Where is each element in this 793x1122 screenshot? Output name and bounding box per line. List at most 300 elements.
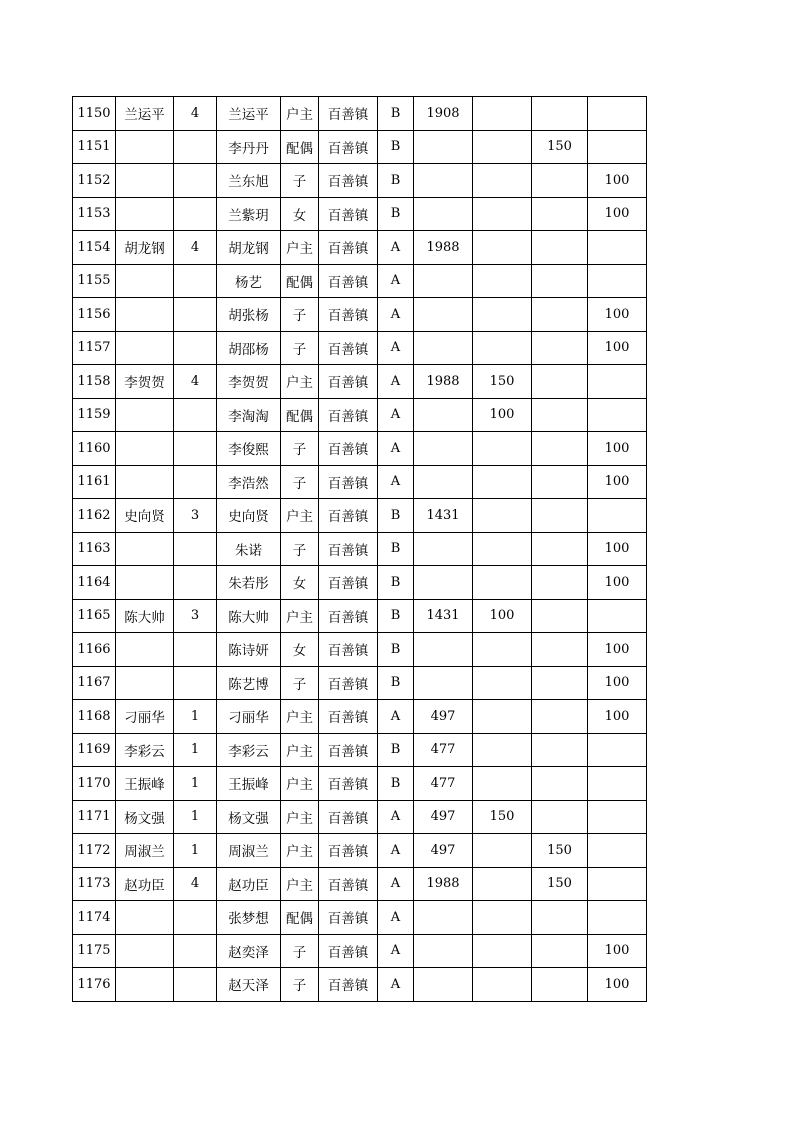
table-row (73, 197, 647, 231)
cell-town: 百善镇 (319, 968, 378, 1002)
cell-category: B (378, 599, 414, 633)
cell-amount-d: 100 (588, 465, 647, 499)
cell-amount-c (532, 331, 588, 365)
cell-relation: 子 (281, 164, 319, 198)
cell-member-name: 李丹丹 (217, 130, 281, 164)
cell-member-name: 兰运平 (217, 97, 281, 131)
cell-household-size (174, 465, 217, 499)
cell-relation: 户主 (281, 834, 319, 868)
table-row (73, 331, 647, 365)
cell-amount-b (473, 97, 532, 131)
cell-household-head (116, 934, 174, 968)
cell-row-number: 1175 (73, 934, 116, 968)
cell-amount-b (473, 901, 532, 935)
cell-household-head: 王振峰 (116, 767, 174, 801)
table-row (73, 633, 647, 667)
cell-household-head (116, 666, 174, 700)
cell-amount-d: 100 (588, 700, 647, 734)
cell-member-name: 朱诺 (217, 532, 281, 566)
cell-amount-a: 1988 (414, 867, 473, 901)
cell-household-head: 赵功臣 (116, 867, 174, 901)
table-row (73, 599, 647, 633)
cell-town: 百善镇 (319, 599, 378, 633)
cell-category: B (378, 633, 414, 667)
cell-town: 百善镇 (319, 901, 378, 935)
cell-amount-d (588, 733, 647, 767)
cell-amount-c (532, 767, 588, 801)
cell-household-head: 胡龙钢 (116, 231, 174, 265)
cell-member-name: 史向贤 (217, 499, 281, 533)
cell-amount-d: 100 (588, 331, 647, 365)
cell-category: B (378, 197, 414, 231)
cell-amount-c (532, 968, 588, 1002)
cell-town: 百善镇 (319, 700, 378, 734)
cell-row-number: 1172 (73, 834, 116, 868)
cell-household-size (174, 197, 217, 231)
cell-town: 百善镇 (319, 934, 378, 968)
cell-relation: 户主 (281, 365, 319, 399)
table-row (73, 566, 647, 600)
cell-category: B (378, 666, 414, 700)
cell-relation: 户主 (281, 733, 319, 767)
cell-amount-d (588, 867, 647, 901)
cell-category: B (378, 733, 414, 767)
cell-category: B (378, 767, 414, 801)
cell-relation: 女 (281, 566, 319, 600)
cell-amount-b (473, 264, 532, 298)
cell-amount-d (588, 97, 647, 131)
cell-household-head: 兰运平 (116, 97, 174, 131)
cell-amount-a: 477 (414, 767, 473, 801)
cell-row-number: 1158 (73, 365, 116, 399)
cell-household-head (116, 566, 174, 600)
cell-amount-c (532, 432, 588, 466)
cell-amount-b: 100 (473, 398, 532, 432)
cell-amount-a (414, 532, 473, 566)
cell-amount-c (532, 934, 588, 968)
cell-amount-b (473, 197, 532, 231)
cell-amount-d (588, 130, 647, 164)
cell-household-head: 杨文强 (116, 800, 174, 834)
cell-amount-b (473, 465, 532, 499)
cell-amount-d: 100 (588, 934, 647, 968)
cell-amount-b (473, 566, 532, 600)
cell-relation: 户主 (281, 599, 319, 633)
cell-household-head (116, 532, 174, 566)
cell-town: 百善镇 (319, 532, 378, 566)
table-row (73, 767, 647, 801)
cell-household-size (174, 264, 217, 298)
cell-amount-a (414, 666, 473, 700)
cell-row-number: 1167 (73, 666, 116, 700)
table-body (73, 97, 647, 1002)
cell-amount-a (414, 331, 473, 365)
table-row (73, 532, 647, 566)
cell-household-size (174, 298, 217, 332)
cell-amount-b (473, 867, 532, 901)
cell-member-name: 陈诗妍 (217, 633, 281, 667)
cell-town: 百善镇 (319, 465, 378, 499)
table-row (73, 298, 647, 332)
cell-household-size (174, 666, 217, 700)
cell-household-head (116, 901, 174, 935)
cell-amount-a: 497 (414, 834, 473, 868)
cell-row-number: 1168 (73, 700, 116, 734)
cell-member-name: 兰紫玥 (217, 197, 281, 231)
cell-household-size: 4 (174, 867, 217, 901)
cell-amount-b: 150 (473, 800, 532, 834)
cell-amount-d (588, 834, 647, 868)
cell-row-number: 1156 (73, 298, 116, 332)
cell-amount-d (588, 901, 647, 935)
cell-household-size (174, 331, 217, 365)
household-table (72, 96, 647, 1002)
cell-amount-c (532, 164, 588, 198)
cell-amount-a (414, 432, 473, 466)
cell-amount-a (414, 164, 473, 198)
cell-amount-d: 100 (588, 968, 647, 1002)
cell-member-name: 杨文强 (217, 800, 281, 834)
cell-category: A (378, 934, 414, 968)
cell-household-head: 史向贤 (116, 499, 174, 533)
table-row (73, 231, 647, 265)
table-row (73, 700, 647, 734)
cell-amount-b (473, 834, 532, 868)
cell-amount-a: 497 (414, 700, 473, 734)
cell-household-head (116, 264, 174, 298)
cell-town: 百善镇 (319, 231, 378, 265)
cell-amount-c (532, 264, 588, 298)
cell-row-number: 1150 (73, 97, 116, 131)
cell-household-head (116, 331, 174, 365)
cell-amount-b (473, 700, 532, 734)
cell-member-name: 张梦想 (217, 901, 281, 935)
cell-row-number: 1161 (73, 465, 116, 499)
cell-amount-b (473, 934, 532, 968)
cell-amount-c (532, 599, 588, 633)
cell-member-name: 赵奕泽 (217, 934, 281, 968)
cell-amount-b (473, 499, 532, 533)
cell-household-head: 周淑兰 (116, 834, 174, 868)
cell-household-size: 1 (174, 767, 217, 801)
cell-town: 百善镇 (319, 331, 378, 365)
cell-category: A (378, 264, 414, 298)
cell-household-head (116, 164, 174, 198)
cell-town: 百善镇 (319, 197, 378, 231)
cell-member-name: 李淘淘 (217, 398, 281, 432)
table-row (73, 398, 647, 432)
cell-amount-c (532, 666, 588, 700)
cell-amount-c (532, 231, 588, 265)
cell-town: 百善镇 (319, 834, 378, 868)
cell-row-number: 1152 (73, 164, 116, 198)
cell-row-number: 1173 (73, 867, 116, 901)
cell-household-size: 3 (174, 499, 217, 533)
cell-amount-b (473, 733, 532, 767)
cell-amount-b (473, 298, 532, 332)
cell-household-size (174, 164, 217, 198)
table-row (73, 130, 647, 164)
cell-household-head: 陈大帅 (116, 599, 174, 633)
cell-household-size: 1 (174, 700, 217, 734)
cell-row-number: 1176 (73, 968, 116, 1002)
cell-amount-a (414, 264, 473, 298)
cell-row-number: 1162 (73, 499, 116, 533)
cell-household-head: 李彩云 (116, 733, 174, 767)
cell-row-number: 1170 (73, 767, 116, 801)
cell-relation: 户主 (281, 231, 319, 265)
table-row (73, 733, 647, 767)
cell-household-head (116, 130, 174, 164)
cell-household-size (174, 901, 217, 935)
cell-amount-c (532, 298, 588, 332)
cell-amount-d: 100 (588, 566, 647, 600)
cell-amount-d: 100 (588, 432, 647, 466)
cell-town: 百善镇 (319, 264, 378, 298)
cell-member-name: 王振峰 (217, 767, 281, 801)
cell-row-number: 1171 (73, 800, 116, 834)
cell-amount-d (588, 365, 647, 399)
cell-amount-c (532, 365, 588, 399)
cell-amount-c (532, 398, 588, 432)
cell-row-number: 1174 (73, 901, 116, 935)
cell-amount-a (414, 398, 473, 432)
cell-relation: 户主 (281, 97, 319, 131)
cell-member-name: 陈大帅 (217, 599, 281, 633)
cell-category: B (378, 97, 414, 131)
cell-row-number: 1153 (73, 197, 116, 231)
cell-category: A (378, 231, 414, 265)
cell-town: 百善镇 (319, 633, 378, 667)
cell-amount-a: 1988 (414, 231, 473, 265)
cell-category: A (378, 834, 414, 868)
cell-amount-a: 497 (414, 800, 473, 834)
cell-amount-a: 477 (414, 733, 473, 767)
cell-amount-c (532, 532, 588, 566)
cell-row-number: 1166 (73, 633, 116, 667)
cell-town: 百善镇 (319, 164, 378, 198)
cell-household-head (116, 398, 174, 432)
cell-row-number: 1164 (73, 566, 116, 600)
cell-relation: 配偶 (281, 264, 319, 298)
cell-relation: 子 (281, 968, 319, 1002)
cell-amount-d (588, 264, 647, 298)
cell-relation: 户主 (281, 767, 319, 801)
cell-amount-c: 150 (532, 130, 588, 164)
cell-category: A (378, 331, 414, 365)
cell-household-size (174, 532, 217, 566)
cell-amount-d: 100 (588, 633, 647, 667)
cell-amount-a (414, 968, 473, 1002)
cell-town: 百善镇 (319, 97, 378, 131)
cell-household-size: 3 (174, 599, 217, 633)
cell-household-size: 4 (174, 97, 217, 131)
table-row (73, 968, 647, 1002)
cell-row-number: 1154 (73, 231, 116, 265)
table-row (73, 432, 647, 466)
cell-category: A (378, 867, 414, 901)
cell-member-name: 刁丽华 (217, 700, 281, 734)
cell-relation: 子 (281, 532, 319, 566)
cell-amount-c (532, 499, 588, 533)
cell-household-head (116, 298, 174, 332)
cell-amount-c: 150 (532, 867, 588, 901)
cell-amount-c (532, 800, 588, 834)
cell-amount-d: 100 (588, 666, 647, 700)
cell-amount-a: 1431 (414, 599, 473, 633)
cell-amount-c (532, 465, 588, 499)
cell-amount-d (588, 767, 647, 801)
cell-relation: 配偶 (281, 398, 319, 432)
cell-amount-c (532, 901, 588, 935)
cell-member-name: 胡张杨 (217, 298, 281, 332)
table-row (73, 867, 647, 901)
cell-category: A (378, 365, 414, 399)
cell-category: B (378, 130, 414, 164)
cell-relation: 配偶 (281, 130, 319, 164)
cell-household-head: 李贺贺 (116, 365, 174, 399)
cell-town: 百善镇 (319, 298, 378, 332)
cell-town: 百善镇 (319, 398, 378, 432)
cell-amount-b (473, 666, 532, 700)
cell-row-number: 1169 (73, 733, 116, 767)
cell-member-name: 杨艺 (217, 264, 281, 298)
table-row (73, 499, 647, 533)
cell-relation: 子 (281, 298, 319, 332)
cell-amount-a: 1988 (414, 365, 473, 399)
cell-household-size: 1 (174, 834, 217, 868)
cell-amount-b (473, 164, 532, 198)
table-row (73, 465, 647, 499)
cell-amount-a: 1431 (414, 499, 473, 533)
cell-category: B (378, 532, 414, 566)
cell-household-head (116, 968, 174, 1002)
cell-category: A (378, 465, 414, 499)
cell-amount-d (588, 800, 647, 834)
cell-town: 百善镇 (319, 733, 378, 767)
cell-relation: 子 (281, 432, 319, 466)
cell-household-size (174, 633, 217, 667)
cell-member-name: 兰东旭 (217, 164, 281, 198)
cell-row-number: 1159 (73, 398, 116, 432)
cell-amount-b (473, 968, 532, 1002)
cell-row-number: 1151 (73, 130, 116, 164)
cell-amount-c (532, 97, 588, 131)
table-row (73, 901, 647, 935)
cell-household-size: 4 (174, 365, 217, 399)
cell-town: 百善镇 (319, 867, 378, 901)
cell-amount-b (473, 767, 532, 801)
cell-relation: 户主 (281, 499, 319, 533)
cell-member-name: 胡邵杨 (217, 331, 281, 365)
cell-amount-d: 100 (588, 532, 647, 566)
cell-household-size (174, 566, 217, 600)
cell-amount-c: 150 (532, 834, 588, 868)
cell-row-number: 1155 (73, 264, 116, 298)
cell-amount-b (473, 432, 532, 466)
cell-row-number: 1165 (73, 599, 116, 633)
cell-row-number: 1163 (73, 532, 116, 566)
cell-amount-c (532, 700, 588, 734)
cell-amount-a (414, 130, 473, 164)
cell-member-name: 赵天泽 (217, 968, 281, 1002)
table-row (73, 164, 647, 198)
table-row (73, 666, 647, 700)
cell-amount-b (473, 532, 532, 566)
cell-amount-b (473, 633, 532, 667)
cell-town: 百善镇 (319, 666, 378, 700)
cell-amount-d (588, 231, 647, 265)
cell-category: B (378, 164, 414, 198)
cell-member-name: 胡龙钢 (217, 231, 281, 265)
cell-amount-d: 100 (588, 197, 647, 231)
cell-member-name: 李浩然 (217, 465, 281, 499)
cell-town: 百善镇 (319, 130, 378, 164)
cell-relation: 配偶 (281, 901, 319, 935)
cell-category: B (378, 566, 414, 600)
cell-household-head (116, 197, 174, 231)
cell-amount-b (473, 231, 532, 265)
cell-category: A (378, 968, 414, 1002)
cell-amount-b (473, 331, 532, 365)
cell-relation: 女 (281, 633, 319, 667)
cell-amount-a (414, 901, 473, 935)
cell-town: 百善镇 (319, 432, 378, 466)
cell-town: 百善镇 (319, 566, 378, 600)
cell-amount-b: 100 (473, 599, 532, 633)
cell-category: A (378, 901, 414, 935)
cell-member-name: 朱若彤 (217, 566, 281, 600)
cell-relation: 女 (281, 197, 319, 231)
cell-member-name: 周淑兰 (217, 834, 281, 868)
cell-amount-d: 100 (588, 164, 647, 198)
table-row (73, 264, 647, 298)
cell-amount-c (532, 633, 588, 667)
cell-member-name: 李彩云 (217, 733, 281, 767)
cell-amount-a: 1908 (414, 97, 473, 131)
cell-amount-b (473, 130, 532, 164)
cell-household-size: 1 (174, 800, 217, 834)
cell-household-size (174, 432, 217, 466)
cell-household-size: 1 (174, 733, 217, 767)
cell-relation: 户主 (281, 800, 319, 834)
cell-relation: 子 (281, 465, 319, 499)
cell-amount-a (414, 465, 473, 499)
cell-member-name: 赵功臣 (217, 867, 281, 901)
cell-category: A (378, 700, 414, 734)
cell-amount-d (588, 599, 647, 633)
cell-amount-c (532, 566, 588, 600)
cell-category: A (378, 398, 414, 432)
cell-town: 百善镇 (319, 499, 378, 533)
cell-amount-a (414, 298, 473, 332)
cell-member-name: 陈艺博 (217, 666, 281, 700)
cell-amount-b: 150 (473, 365, 532, 399)
cell-member-name: 李俊熙 (217, 432, 281, 466)
cell-relation: 子 (281, 934, 319, 968)
cell-relation: 子 (281, 331, 319, 365)
cell-amount-a (414, 197, 473, 231)
cell-household-size: 4 (174, 231, 217, 265)
table-row (73, 834, 647, 868)
cell-household-size (174, 398, 217, 432)
cell-household-head (116, 465, 174, 499)
cell-category: A (378, 432, 414, 466)
cell-household-size (174, 130, 217, 164)
cell-household-head (116, 432, 174, 466)
cell-household-size (174, 968, 217, 1002)
cell-amount-a (414, 934, 473, 968)
